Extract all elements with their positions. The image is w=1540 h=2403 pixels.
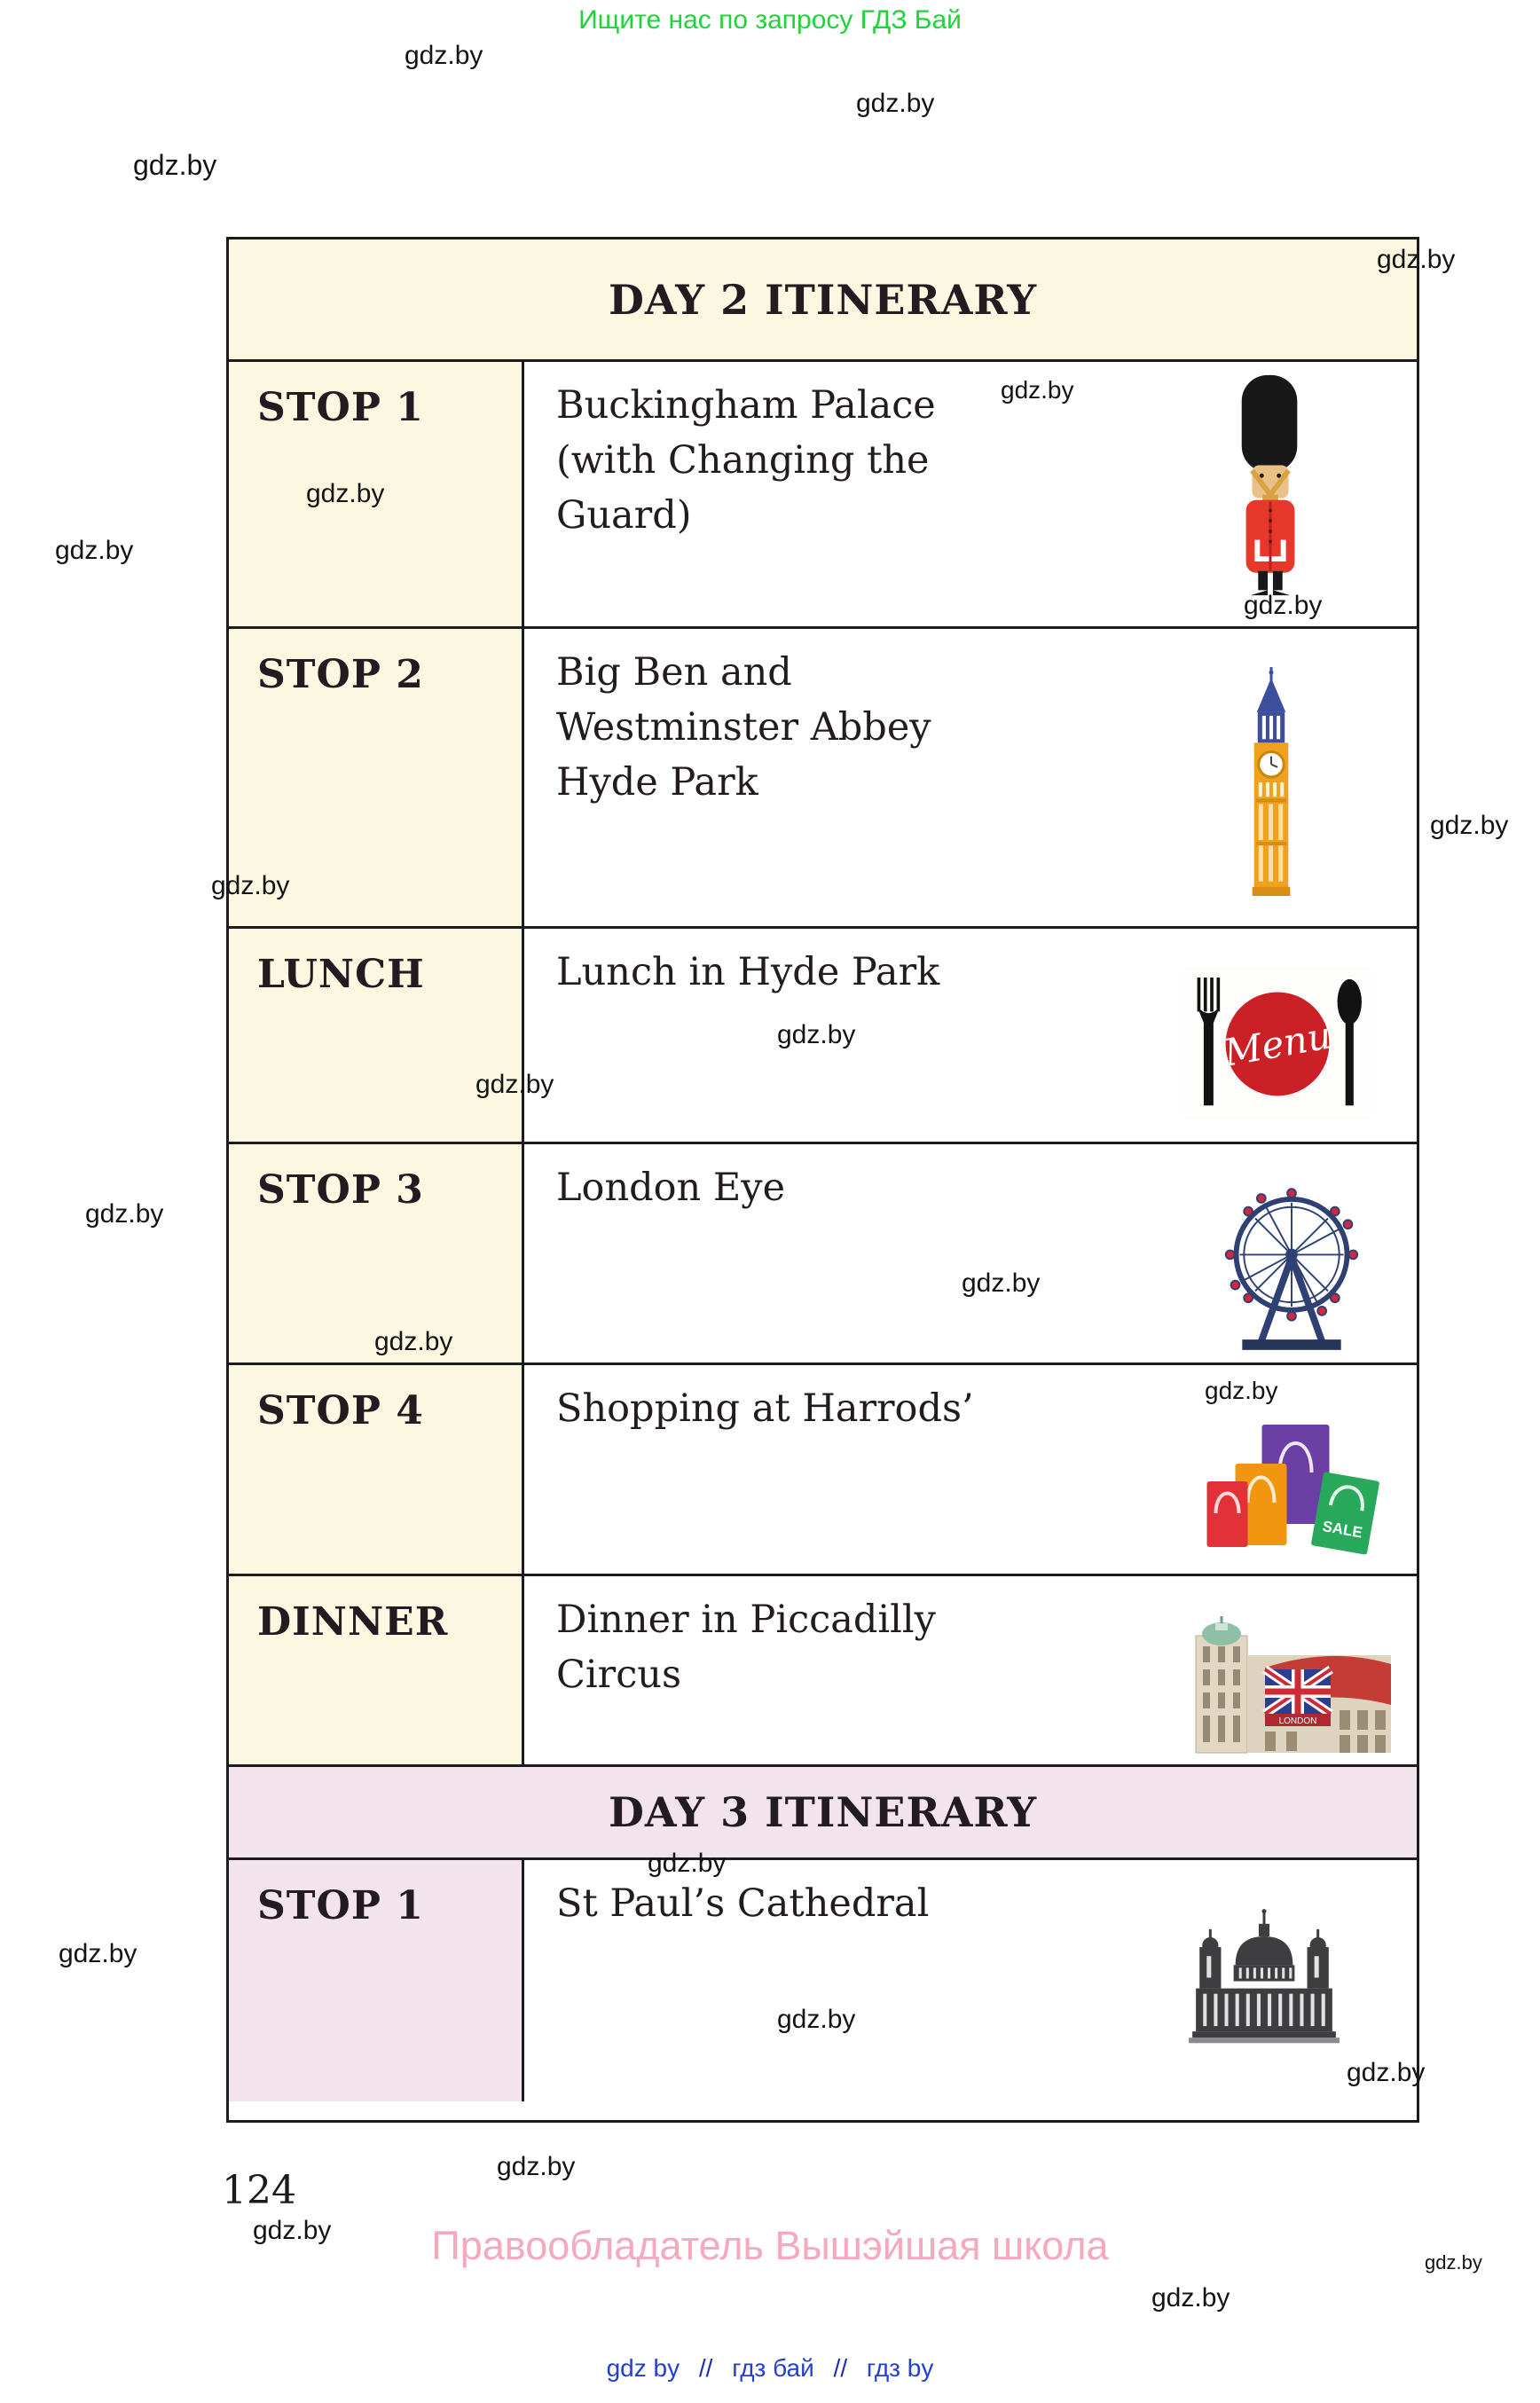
day3-title: DAY 3 ITINERARY [608, 1788, 1038, 1836]
gdz-watermark: gdz.by [497, 2152, 576, 2181]
london-flag-text: LONDON [1278, 1716, 1317, 1726]
gdz-watermark: gdz.by [1430, 811, 1509, 840]
gdz-watermark: gdz.by [856, 89, 935, 118]
london-eye-icon [1218, 1182, 1365, 1359]
dinner-label: DINNER [229, 1576, 524, 1764]
stop2-line3: Hyde Park [556, 760, 758, 805]
gdz-watermark: gdz.by [55, 536, 134, 565]
gdz-watermark: gdz.by [1205, 1377, 1278, 1404]
gdz-watermark: gdz.by [648, 1849, 727, 1878]
stop1-line3: Guard) [556, 493, 692, 538]
stop2-label: STOP 2 [229, 629, 524, 926]
menu-icon-text: Menu [1220, 1013, 1335, 1075]
gdz-watermark: gdz.by [85, 1199, 164, 1229]
lunch-label: LUNCH [229, 929, 524, 1142]
footer-separator: // [833, 2354, 848, 2382]
stop1-line2: (with Changing the [556, 438, 930, 483]
gdz-watermark: gdz.by [777, 2005, 856, 2034]
gdz-watermark: gdz.by [475, 1070, 554, 1099]
footer-link-gdz-by[interactable]: gdz by [606, 2354, 680, 2382]
gdz-watermark: gdz.by [306, 479, 385, 508]
gdz-watermark: gdz.by [405, 41, 483, 70]
gdz-watermark: gdz.by [1425, 2251, 1482, 2273]
gdz-watermark: gdz.by [777, 1020, 856, 1049]
dinner-line1: Dinner in Piccadilly [556, 1598, 936, 1642]
gdz-watermark: gdz.by [253, 2216, 332, 2245]
stop3-label: STOP 3 [229, 1144, 524, 1362]
stop2-line2: Westminster Abbey [556, 705, 931, 750]
gdz-watermark: gdz.by [1377, 245, 1456, 274]
stop3-line1: London Eye [556, 1166, 786, 1210]
footer-link-gdz-bai[interactable]: гдз бай [732, 2354, 814, 2382]
stop4-label: STOP 4 [229, 1365, 524, 1574]
stop1-line1: Buckingham Palace [556, 383, 936, 428]
dinner-line2: Circus [556, 1653, 682, 1697]
gdz-watermark: gdz.by [1244, 591, 1323, 620]
day3-header-row [229, 1767, 1417, 1860]
piccadilly-circus-icon [1180, 1616, 1397, 1755]
copyright-text: Правообладатель Вышэйшая школа [431, 2223, 1109, 2268]
stop2-line1: Big Ben and [556, 650, 792, 695]
gdz-watermark: gdz.by [1151, 2283, 1230, 2313]
day2-header-row [229, 240, 1417, 362]
table-row-stop2-day2 [229, 629, 1417, 929]
gdz-watermark: gdz.by [374, 1327, 453, 1356]
st-pauls-cathedral-icon [1183, 1905, 1345, 2054]
menu-plate-icon [1184, 963, 1371, 1123]
gdz-watermark: gdz.by [211, 871, 290, 900]
gdz-watermark: gdz.by [1347, 2058, 1426, 2087]
gdz-watermark: gdz.by [962, 1268, 1041, 1298]
stop1-day3-line1: St Paul’s Cathedral [556, 1881, 930, 1926]
stop4-line1: Shopping at Harrods’ [556, 1386, 974, 1431]
gdz-watermark: gdz.by [1001, 376, 1074, 404]
top-banner-text: Ищите нас по запросу ГДЗ Бай [578, 5, 962, 35]
royal-guard-icon [1231, 373, 1309, 598]
gdz-watermark: gdz.by [59, 1939, 138, 1968]
big-ben-icon [1241, 665, 1301, 896]
sale-tag-text: SALE [1321, 1517, 1364, 1542]
lunch-line1: Lunch in Hyde Park [556, 950, 940, 994]
stop1-day3-label: STOP 1 [229, 1860, 524, 2101]
footer-separator: // [698, 2354, 713, 2382]
day2-title: DAY 2 ITINERARY [608, 275, 1038, 324]
stop1-label: STOP 1 [229, 362, 524, 626]
footer-links [0, 2354, 1540, 2383]
gdz-watermark: gdz.by [133, 149, 217, 181]
page-number: 124 [222, 2168, 296, 2213]
footer-link-gdz-by-cyr[interactable]: гдз by [866, 2354, 934, 2382]
shopping-bags-icon [1183, 1410, 1393, 1557]
